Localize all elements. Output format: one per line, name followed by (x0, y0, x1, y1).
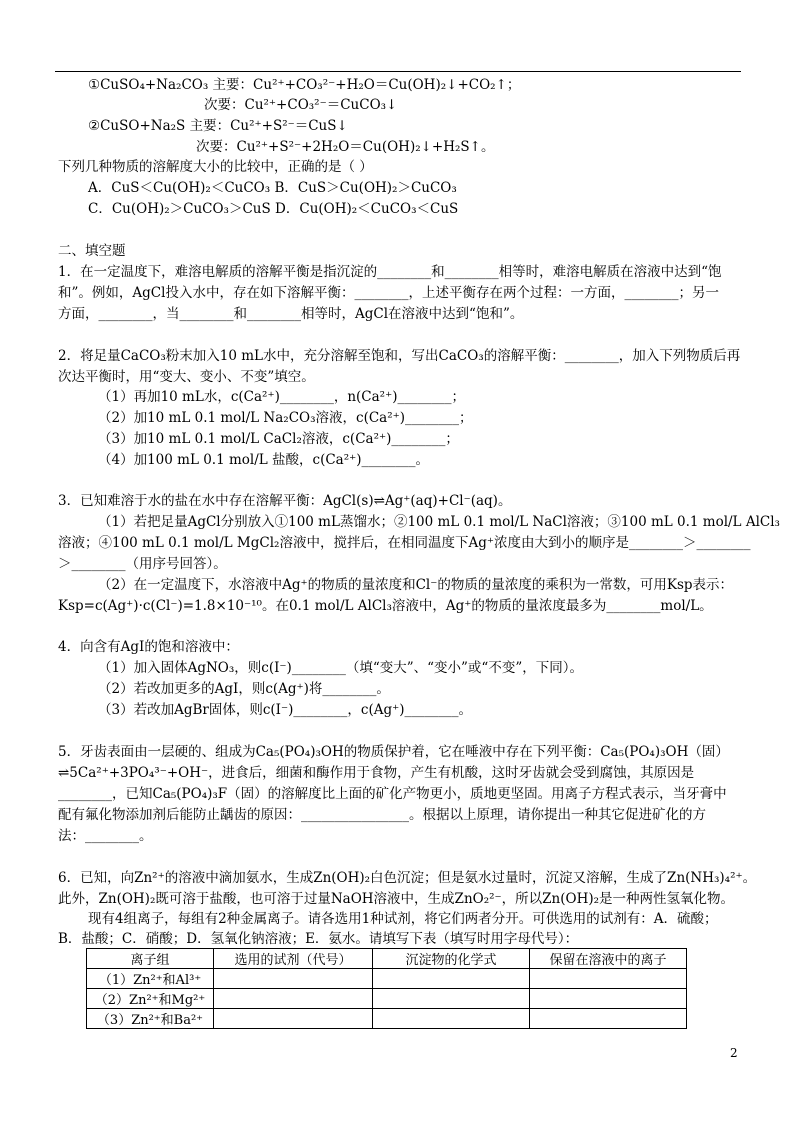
table-cell-ion-group: （2）Zn²⁺和Mg²⁺ (87, 989, 214, 1009)
q2-line-2: 次达平衡时，用“变大、变小、不变”填空。 (58, 369, 315, 385)
q2-part-3: （3）加10 mL 0.1 mol/L CaCl₂溶液，c(Ca²⁺)________； (98, 431, 459, 447)
q5-line-4: 配有氟化物添加剂后能防止龋齿的原因：________________。根据以上原理，请你提出一种其它促进矿化的方 (58, 807, 706, 823)
q3-line-2: （1）若把足量AgCl分别放入①100 mL蒸馏水；②100 mL 0.1 mol/L NaCl溶液；③100 mL 0.1 mol/L AlCl₃ (98, 514, 780, 530)
q4-part-1: （1）加入固体AgNO₃，则c(I⁻)________（填“变大”、“变小”或“不变”，下同）。 (98, 660, 583, 676)
reaction-2-main: ②CuSO+Na₂S 主要：Cu²⁺+S²⁻＝CuS↓ (88, 118, 348, 134)
table-header: 沉淀物的化学式 (373, 949, 530, 969)
q3-line-3: 溶液；④100 mL 0.1 mol/L MgCl₂溶液中，搅拌后，在相同温度下Ag⁺浓度由大到小的顺序是________＞________ (58, 535, 751, 551)
mc-options-ab: A．CuS＜Cu(OH)₂＜CuCO₃ B．CuS＞Cu(OH)₂＞CuCO₃ (88, 180, 457, 196)
q5-line-2: ⇌5Ca²⁺+3PO₄³⁻+OH⁻，进食后，细菌和酶作用于食物，产生有机酸，这时牙齿就会受到腐蚀，其原因是 (58, 765, 695, 781)
q6-line-1: 6．已知，向Zn²⁺的溶液中滴加氨水，生成Zn(OH)₂白色沉淀；但是氨水过量时，沉淀又溶解，生成了Zn(NH₃)₄²⁺。 (58, 870, 757, 886)
page-number: 2 (730, 1046, 738, 1060)
q5-line-3: ________，已知Ca₅(PO₄)₃F（固）的溶解度比上面的矿化产物更小，质地更坚固。用离子方程式表示，当牙膏中 (58, 786, 727, 802)
q4-line-1: 4．向含有AgI的饱和溶液中： (58, 639, 239, 655)
header-rule (55, 71, 741, 72)
table-cell-precipitate[interactable] (373, 989, 530, 1009)
q3-line-1: 3．已知难溶于水的盐在水中存在溶解平衡：AgCl(s)⇌Ag⁺(aq)+Cl⁻(aq)。 (58, 493, 512, 509)
table-cell-precipitate[interactable] (373, 969, 530, 989)
q5-line-1: 5．牙齿表面由一层硬的、组成为Ca₅(PO₄)₃OH的物质保护着，它在唾液中存在下列平衡：Ca₅(PO₄)₃OH（固） (58, 744, 729, 760)
answer-table (86, 948, 687, 1029)
table-header: 选用的试剂（代号） (214, 949, 373, 969)
q1-line-2: 和”。例如，AgCl投入水中，存在如下溶解平衡：________，上述平衡存在两个过程：一方面，________；另一 (58, 285, 719, 301)
q3-line-5: （2）在一定温度下，水溶液中Ag⁺的物质的量浓度和Cl⁻的物质的量浓度的乘积为一常数，可用Ksp表示： (98, 577, 734, 593)
table-cell-reagent[interactable] (214, 1009, 373, 1029)
table-row (87, 989, 687, 1009)
q1-line-3: 方面，________，当________和________相等时，AgCl在溶液中达到“饱和”。 (58, 306, 524, 322)
q4-part-3: （3）若改加AgBr固体，则c(I⁻)________，c(Ag⁺)________。 (98, 702, 473, 718)
table-header-row (87, 949, 687, 969)
table-cell-remaining-ion[interactable] (530, 989, 687, 1009)
table-row (87, 969, 687, 989)
mc-question: 下列几种物质的溶解度大小的比较中，正确的是（ ） (58, 159, 373, 175)
q5-line-5: 法：________。 (58, 828, 153, 844)
section-title: 二、填空题 (58, 243, 126, 259)
q1-line-1: 1．在一定温度下，难溶电解质的溶解平衡是指沉淀的________和________相等时，难溶电解质在溶液中达到“饱 (58, 264, 722, 280)
q4-part-2: （2）若改加更多的AgI，则c(Ag⁺)将________。 (98, 681, 390, 697)
reaction-1-minor: 次要：Cu²⁺+CO₃²⁻＝CuCO₃↓ (204, 97, 398, 113)
reaction-2-minor: 次要：Cu²⁺+S²⁻+2H₂O＝Cu(OH)₂↓+H₂S↑。 (196, 139, 495, 155)
table-cell-remaining-ion[interactable] (530, 969, 687, 989)
q6-line-3: 现有4组离子，每组有2种金属离子。请各选用1种试剂，将它们两者分开。可供选用的试剂有：A．硫酸； (88, 911, 718, 927)
table-cell-reagent[interactable] (214, 989, 373, 1009)
table-header: 离子组 (87, 949, 214, 969)
reaction-1-main: ①CuSO₄+Na₂CO₃ 主要：Cu²⁺+CO₃²⁻+H₂O＝Cu(OH)₂↓+CO₂↑； (88, 77, 521, 93)
q6-line-4: B．盐酸；C．硝酸；D．氢氧化钠溶液；E．氨水。请填写下表（填写时用字母代号）： (58, 931, 579, 947)
q2-line-1: 2．将足量CaCO₃粉末加入10 mL水中，充分溶解至饱和，写出CaCO₃的溶解平衡：________，加入下列物质后再 (58, 348, 741, 364)
q3-line-6: Ksp=c(Ag⁺)·c(Cl⁻)=1.8×10⁻¹⁰。在0.1 mol/L AlCl₃溶液中，Ag⁺的物质的量浓度最多为________mol/L。 (58, 598, 713, 614)
q2-part-4: （4）加100 mL 0.1 mol/L 盐酸，c(Ca²⁺)________。 (98, 452, 430, 468)
table-cell-precipitate[interactable] (373, 1009, 530, 1029)
table-row (87, 1009, 687, 1029)
q6-line-2: 此外，Zn(OH)₂既可溶于盐酸，也可溶于过量NaOH溶液中，生成ZnO₂²⁻，所以Zn(OH)₂是一种两性氢氧化物。 (58, 891, 735, 907)
table-cell-reagent[interactable] (214, 969, 373, 989)
q2-part-2: （2）加10 mL 0.1 mol/L Na₂CO₃溶液，c(Ca²⁺)________； (98, 410, 473, 426)
table-cell-ion-group: （3）Zn²⁺和Ba²⁺ (87, 1009, 214, 1029)
q3-line-4: ＞________（用序号回答）。 (58, 556, 227, 572)
table-header: 保留在溶液中的离子 (530, 949, 687, 969)
table-cell-ion-group: （1）Zn²⁺和Al³⁺ (87, 969, 214, 989)
mc-options-cd: C．Cu(OH)₂＞CuCO₃＞CuS D．Cu(OH)₂＜CuCO₃＜CuS (88, 201, 459, 217)
table-cell-remaining-ion[interactable] (530, 1009, 687, 1029)
q2-part-1: （1）再加10 mL水，c(Ca²⁺)________，n(Ca²⁺)________； (98, 389, 465, 405)
